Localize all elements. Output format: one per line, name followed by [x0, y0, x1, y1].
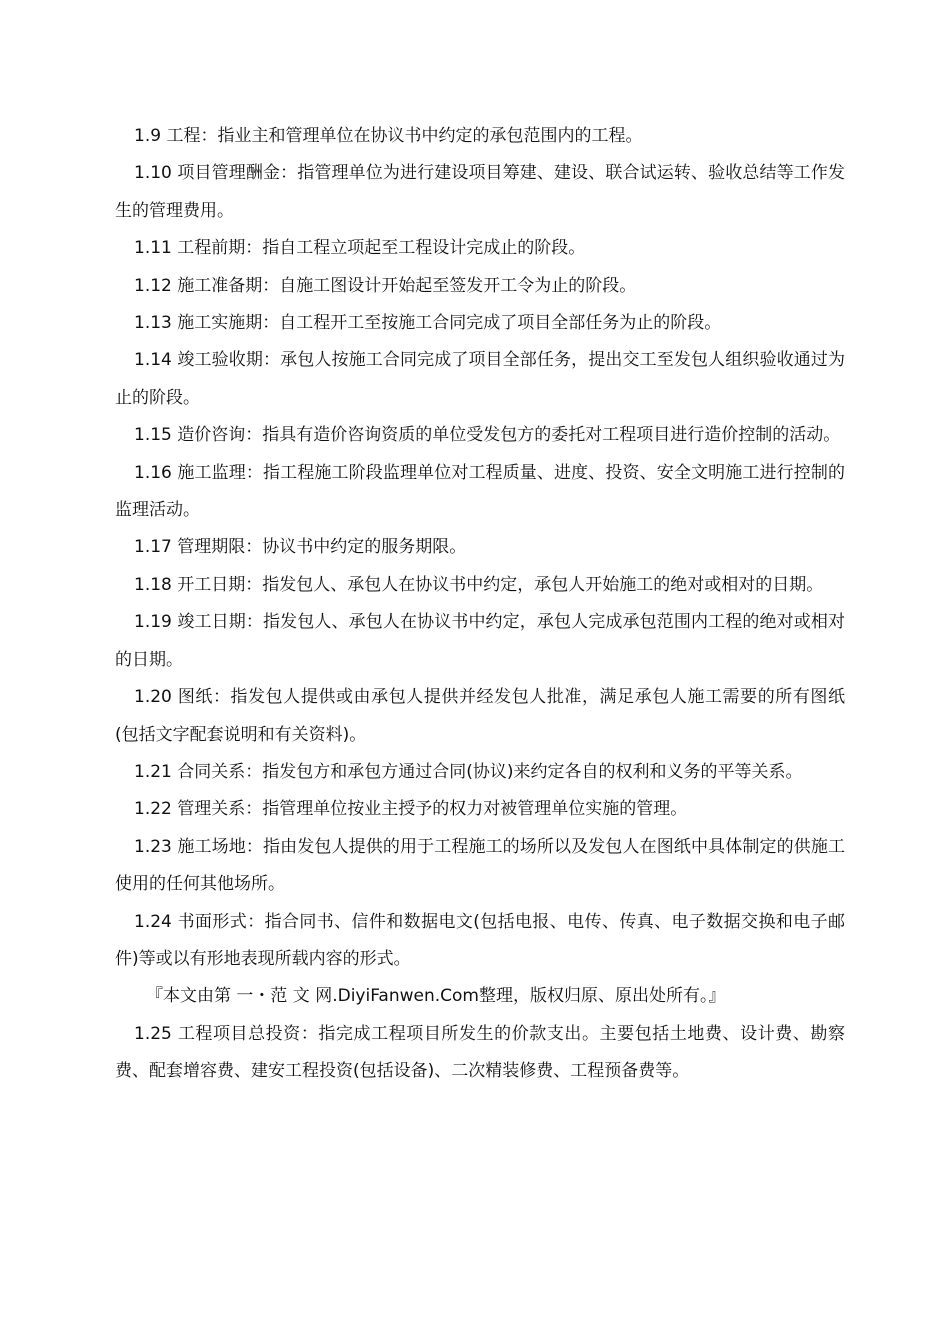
document-body — [115, 118, 845, 1091]
definition-1-15: 1.15 造价咨询：指具有造价咨询资质的单位受发包方的委托对工程项目进行造价控制的活动。 — [134, 425, 841, 446]
definition-1-10: 1.10 项目管理酬金：指管理单位为进行建设项目筹建、建设、联合试运转、验收总结等工作发生的管理费用。 — [115, 163, 845, 221]
definition-1-16: 1.16 施工监理：指工程施工阶段监理单位对工程质量、进度、投资、安全文明施工进行控制的监理活动。 — [115, 462, 845, 521]
definition-1-18: 1.18 开工日期：指发包人、承包人在协议书中约定，承包人开始施工的绝对或相对的日期。 — [134, 574, 824, 595]
definition-1-12: 1.12 施工准备期：自施工图设计开始起至签发开工令为止的阶段。 — [134, 275, 637, 296]
definition-1-23: 1.23 施工场地：指由发包人提供的用于工程施工的场所以及发包人在图纸中具体制定的供施工使用的任何其他场所。 — [115, 836, 845, 895]
definition-1-21: 1.21 合同关系：指发包方和承包方通过合同(协议)来约定各自的权利和义务的平等关系。 — [134, 761, 803, 782]
definition-1-24: 1.24 书面形式：指合同书、信件和数据电文(包括电报、电传、传真、电子数据交换和电子邮件)等或以有形地表现所载内容的形式。 — [115, 911, 845, 969]
definition-1-19: 1.19 竣工日期：指发包人、承包人在协议书中约定，承包人完成承包范围内工程的绝对或相对的日期。 — [115, 612, 845, 670]
definition-1-13: 1.13 施工实施期：自工程开工至按施工合同完成了项目全部任务为止的阶段。 — [134, 313, 722, 334]
source-note: 『本文由第 一・范 文 网.DiyiFanwen.Com整理，版权归原、原出处所有。』 — [146, 986, 726, 1007]
definition-1-9: 1.9 工程：指业主和管理单位在协议书中约定的承包范围内的工程。 — [134, 126, 643, 146]
definition-1-20: 1.20 图纸：指发包人提供或由承包人提供并经发包人批准，满足承包人施工需要的所有图纸(包括文字配套说明和有关资料)。 — [115, 687, 845, 745]
definition-1-25: 1.25 工程项目总投资：指完成工程项目所发生的价款支出。主要包括土地费、设计费、勘察费、配套增容费、建安工程投资(包括设备)、二次精装修费、工程预备费等。 — [115, 1023, 845, 1082]
definition-1-22: 1.22 管理关系：指管理单位按业主授予的权力对被管理单位实施的管理。 — [134, 799, 688, 820]
definition-1-17: 1.17 管理期限：协议书中约定的服务期限。 — [134, 537, 467, 558]
definition-1-11: 1.11 工程前期：指自工程立项起至工程设计完成止的阶段。 — [134, 238, 586, 259]
definition-1-14: 1.14 竣工验收期：承包人按施工合同完成了项目全部任务，提出交工至发包人组织验收通过为止的阶段。 — [115, 350, 845, 408]
